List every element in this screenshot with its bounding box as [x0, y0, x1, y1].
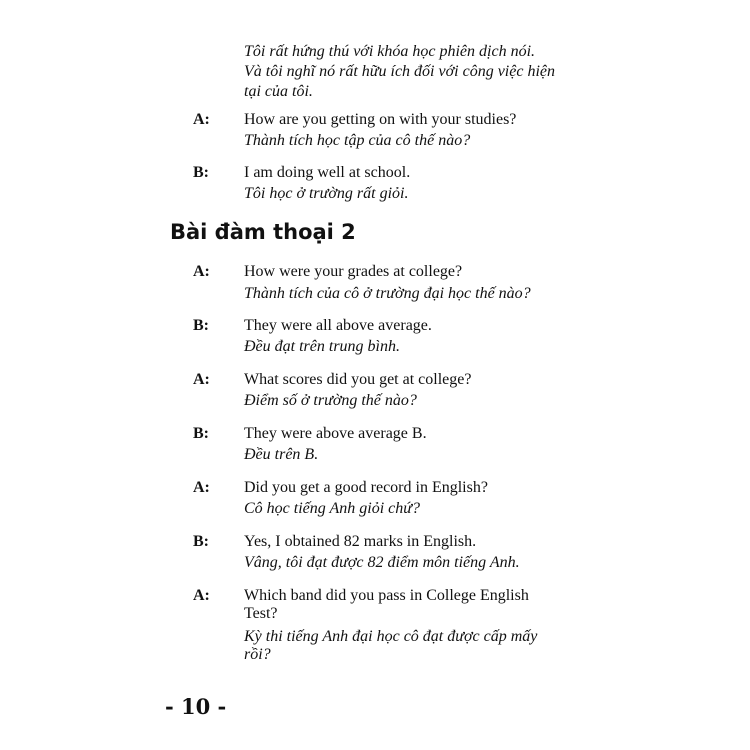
speaker-label: B:: [193, 425, 209, 442]
vietnamese-line: Thành tích của cô ở trường đại học thế nào?: [244, 285, 531, 302]
english-line: Did you get a good record in English?: [244, 479, 488, 496]
vietnamese-line: Tôi học ở trường rất giỏi.: [244, 185, 409, 202]
speaker-label: A:: [193, 479, 210, 496]
vietnamese-line: Vâng, tôi đạt được 82 điểm môn tiếng Anh.: [244, 554, 520, 571]
english-line: How were your grades at college?: [244, 263, 463, 280]
english-line: I am doing well at school.: [244, 164, 411, 181]
speaker-label: B:: [193, 164, 209, 181]
vietnamese-line: rồi?: [244, 646, 271, 663]
speaker-label: A:: [193, 371, 210, 388]
section-heading: Bài đàm thoại 2: [170, 220, 356, 244]
english-line: Yes, I obtained 82 marks in English.: [244, 533, 477, 550]
english-line: They were above average B.: [244, 425, 427, 442]
vietnamese-line: Cô học tiếng Anh giỏi chứ?: [244, 500, 420, 517]
speaker-label: B:: [193, 317, 209, 334]
english-line: Which band did you pass in College English: [244, 587, 529, 604]
speaker-label: B:: [193, 533, 209, 550]
continuation-line: tại của tôi.: [244, 83, 313, 100]
vietnamese-line: Kỳ thi tiếng Anh đại học cô đạt được cấp mấy: [244, 628, 538, 645]
speaker-label: A:: [193, 587, 210, 604]
english-line: What scores did you get at college?: [244, 371, 472, 388]
page-number: - 10 -: [165, 694, 227, 719]
speaker-label: A:: [193, 111, 210, 128]
continuation-line: Tôi rất hứng thú với khóa học phiên dịch nói.: [244, 43, 536, 60]
english-line: They were all above average.: [244, 317, 432, 334]
vietnamese-line: Điểm số ở trường thế nào?: [244, 392, 417, 409]
english-line: How are you getting on with your studies?: [244, 111, 517, 128]
english-line: Test?: [244, 605, 278, 622]
continuation-line: Và tôi nghĩ nó rất hữu ích đối với công việc hiện: [244, 63, 555, 80]
vietnamese-line: Đều đạt trên trung bình.: [244, 338, 400, 355]
vietnamese-line: Thành tích học tập của cô thế nào?: [244, 132, 471, 149]
vietnamese-line: Đều trên B.: [244, 446, 319, 463]
speaker-label: A:: [193, 263, 210, 280]
